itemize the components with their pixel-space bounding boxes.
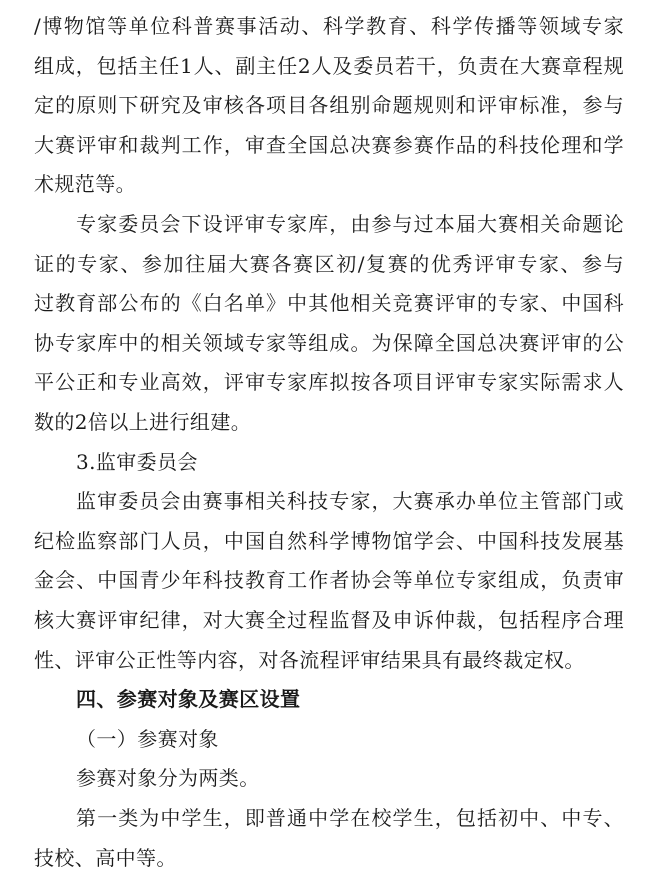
section-subheading: （一）参赛对象 bbox=[76, 726, 219, 751]
text-line: 过教育部公布的《白名单》中其他相关竞赛评审的专家、中国科 bbox=[34, 291, 624, 316]
text-line: 第一类为中学生，即普通中学在校学生，包括初中、中专、 bbox=[76, 806, 624, 830]
text-line: 金会、中国青少年科技教育工作者协会等单位专家组成，负责审 bbox=[34, 568, 624, 593]
text-line: 平公正和专业高效，评审专家库拟按各项目评审专家实际需求人 bbox=[34, 370, 624, 395]
section-subheading: 3.监审委员会 bbox=[76, 449, 198, 474]
text-line: 定的原则下研究及审核各项目各组别命题规则和评审标准，参与 bbox=[34, 93, 624, 118]
text-line: 大赛评审和裁判工作，审查全国总决赛参赛作品的科技伦理和学 bbox=[34, 132, 624, 157]
text-line: 参赛对象分为两类。 bbox=[76, 766, 260, 791]
text-line: 组成，包括主任1人、副主任2人及委员若干，负责在大赛章程规 bbox=[34, 53, 624, 78]
text-line: 技校、高中等。 bbox=[34, 845, 177, 870]
text-line: 术规范等。 bbox=[34, 172, 136, 197]
text-line: 纪检监察部门人员，中国自然科学博物馆学会、中国科技发展基 bbox=[34, 528, 624, 553]
text-line: 专家委员会下设评审专家库，由参与过本届大赛相关命题论 bbox=[76, 212, 624, 236]
text-line: /博物馆等单位科普赛事活动、科学教育、科学传播等领域专家 bbox=[34, 14, 624, 38]
text-line: 协专家库中的相关领域专家等组成。为保障全国总决赛评审的公 bbox=[34, 330, 624, 355]
text-line: 性、评审公正性等内容，对各流程评审结果具有最终裁定权。 bbox=[34, 647, 585, 672]
text-line: 证的专家、参加往届大赛各赛区初/复赛的优秀评审专家、参与 bbox=[34, 251, 624, 276]
text-line: 核大赛评审纪律，对大赛全过程监督及申诉仲裁，包括程序合理 bbox=[34, 608, 624, 632]
section-heading: 四、参赛对象及赛区设置 bbox=[76, 687, 301, 712]
text-line: 数的2倍以上进行组建。 bbox=[34, 410, 252, 434]
text-line: 监审委员会由赛事相关科技专家，大赛承办单位主管部门或 bbox=[76, 489, 624, 514]
